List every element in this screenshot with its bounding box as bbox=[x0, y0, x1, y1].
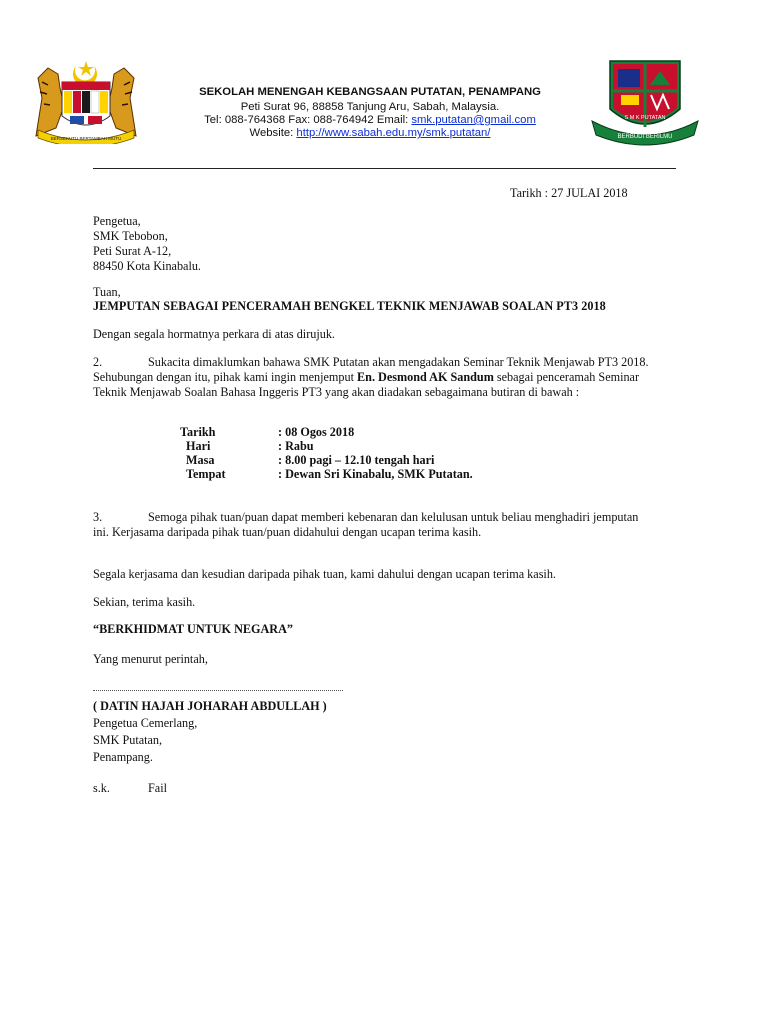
paragraph-text: sebagai penceramah Seminar bbox=[493, 370, 640, 384]
signatory-school: SMK Putatan, bbox=[93, 733, 163, 747]
detail-value: : 8.00 pagi – 12.10 tengah hari bbox=[278, 453, 435, 467]
signatory-title: Pengetua Cemerlang, bbox=[93, 716, 198, 730]
recipient-line: SMK Tebobon, bbox=[93, 229, 168, 243]
closing-line: Sekian, terima kasih. bbox=[93, 595, 196, 609]
speaker-name: En. Desmond AK Sandum bbox=[357, 370, 494, 384]
detail-value: : 08 Ogos 2018 bbox=[278, 425, 355, 439]
detail-label: Hari bbox=[186, 439, 211, 453]
school-contact bbox=[150, 113, 590, 127]
paragraph-text: Semoga pihak tuan/puan dapat memberi kebenaran dan kelulusan untuk beliau menghadiri jemputan bbox=[148, 510, 639, 524]
paragraph-2-line bbox=[93, 355, 676, 370]
school-address: Peti Surat 96, 88858 Tanjung Aru, Sabah, Malaysia. bbox=[240, 101, 500, 113]
detail-row-time bbox=[186, 453, 434, 467]
detail-value: : Rabu bbox=[278, 439, 314, 453]
recipient-line: Pengetua, bbox=[93, 214, 141, 228]
school-website bbox=[150, 126, 590, 140]
recipient-address bbox=[93, 214, 201, 274]
paragraph-number: 2. bbox=[93, 355, 103, 369]
email-link[interactable]: smk.putatan@gmail.com bbox=[411, 114, 536, 126]
letter-date: Tarikh : 27 JULAI 2018 bbox=[510, 186, 628, 200]
signatory-name: ( DATIN HAJAH JOHARAH ABDULLAH ) bbox=[93, 699, 327, 713]
letter-subject: JEMPUTAN SEBAGAI PENCERAMAH BENGKEL TEKNIK MENJAWAB SOALAN PT3 2018 bbox=[93, 299, 606, 313]
cc-value: Fail bbox=[148, 781, 167, 795]
paragraph-2-line: Teknik Menjawab Soalan Bahasa Inggeris PT3 yang akan diadakan sebagaimana butiran di bawah : bbox=[93, 385, 580, 399]
motto: “BERKHIDMAT UNTUK NEGARA” bbox=[93, 622, 293, 636]
header-divider bbox=[93, 168, 676, 169]
opening-line: Dengan segala hormatnya perkara di atas dirujuk. bbox=[93, 327, 335, 341]
paragraph-3-line: ini. Kerjasama daripada pihak tuan/puan didahului dengan ucapan terima kasih. bbox=[93, 525, 482, 539]
detail-row-venue bbox=[186, 467, 473, 481]
detail-row-date bbox=[180, 425, 354, 439]
website-link[interactable]: http://www.sabah.edu.my/smk.putatan/ bbox=[296, 127, 491, 139]
school-badge-logo bbox=[588, 55, 702, 147]
website-label: Website: bbox=[249, 127, 297, 139]
recipient-line: 88450 Kota Kinabalu. bbox=[93, 259, 201, 273]
signature-line bbox=[93, 690, 343, 691]
badge-text: S M K PUTATAN bbox=[624, 115, 666, 121]
cc-label: s.k. bbox=[93, 781, 110, 795]
recipient-line: Peti Surat A-12, bbox=[93, 244, 172, 258]
paragraph-text: Sukacita dimaklumkan bahawa SMK Putatan akan mengadakan Seminar Teknik Menjawab PT3 2018. bbox=[148, 355, 649, 369]
signatory-place: Penampang. bbox=[93, 750, 153, 764]
salutation: Tuan, bbox=[93, 285, 121, 299]
detail-value: : Dewan Sri Kinabalu, SMK Putatan. bbox=[278, 467, 473, 481]
detail-label: Tarikh bbox=[180, 425, 216, 439]
detail-label: Tempat bbox=[186, 467, 226, 481]
paragraph-2 bbox=[93, 355, 676, 400]
paragraph-number: 3. bbox=[93, 510, 103, 524]
school-name: SEKOLAH MENENGAH KEBANGSAAN PUTATAN, PENAMPANG bbox=[199, 86, 541, 98]
national-crest-logo bbox=[30, 58, 142, 144]
badge-banner-text: BERBUDI BERILMU bbox=[617, 134, 673, 140]
paragraph-3-line bbox=[93, 510, 676, 525]
detail-label: Masa bbox=[186, 453, 215, 467]
paragraph-2-line bbox=[93, 370, 676, 385]
thanks-line: Segala kerjasama dan kesudian daripada pihak tuan, kami dahului dengan ucapan terima kasih. bbox=[93, 567, 556, 581]
contact-text: Tel: 088-764368 Fax: 088-764942 Email: bbox=[204, 114, 412, 126]
paragraph-text: Sehubungan dengan itu, pihak kami ingin menjemput bbox=[93, 370, 358, 384]
yang-menurut-perintah: Yang menurut perintah, bbox=[93, 652, 208, 666]
detail-row-day bbox=[186, 439, 314, 453]
crest-ribbon-text: BERSEKUTU BERTAMBAH MUTU bbox=[50, 136, 122, 141]
paragraph-3 bbox=[93, 510, 676, 540]
